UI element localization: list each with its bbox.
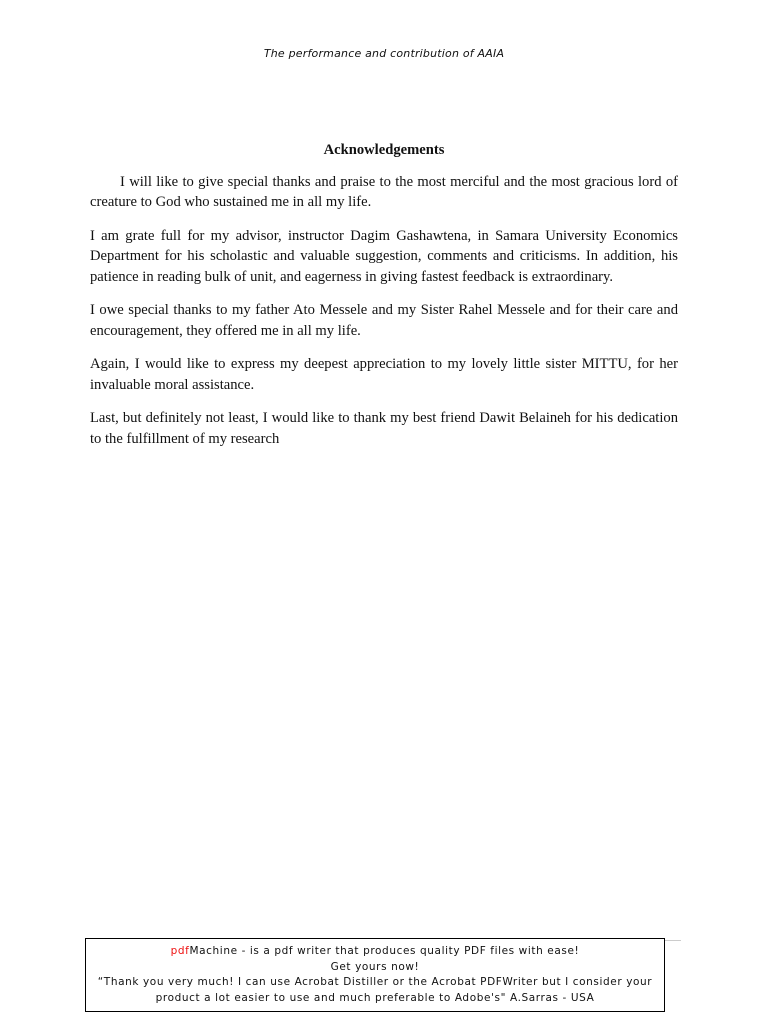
paragraph-1: I will like to give special thanks and praise to the most merciful and the most gracious lord of creature to God who sustained me in all my life. [90, 173, 678, 210]
paragraph-2: I am grate full for my advisor, instructor Dagim Gashawtena, in Samara University Economics Department for his scholastic and valuable suggestion, comments and criticisms. In addition, his patience in reading bulk of unit, and eagerness in giving fastest feedback is extraordinary. [90, 227, 678, 285]
document-body [90, 140, 678, 462]
paragraph-5: Last, but definitely not least, I would like to thank my best friend Dawit Belaineh for his dedication to the fulfillment of my research [90, 410, 678, 447]
footer-quote-line-2: product a lot easier to use and much preferable to Adobe's" A.Sarras - USA [155, 991, 595, 1004]
footer-tagline: - is a pdf writer that produces quality PDF files with ease! [237, 945, 580, 957]
paragraph-3: I owe special thanks to my father Ato Messele and my Sister Rahel Messele and for their care and encouragement, they offered me in all my life. [90, 302, 678, 339]
running-header: The performance and contribution of AAIA [263, 47, 505, 60]
footer-quote-line-1: “Thank you very much! I can use Acrobat Distiller or the Acrobat PDFWriter but I consider your [97, 976, 653, 988]
pdfmachine-footer-box [85, 938, 665, 1012]
page-title: Acknowledgements [323, 142, 445, 158]
paragraph-4: Again, I would like to express my deepest appreciation to my lovely little sister MITTU, for her invaluable moral assistance. [90, 356, 678, 393]
footer-line-tagline [86, 944, 664, 960]
footer-rule [665, 940, 681, 941]
brand-machine: Machine [189, 945, 238, 957]
footer-cta: Get yours now! [330, 960, 420, 973]
brand-pdf: pdf [170, 945, 190, 957]
